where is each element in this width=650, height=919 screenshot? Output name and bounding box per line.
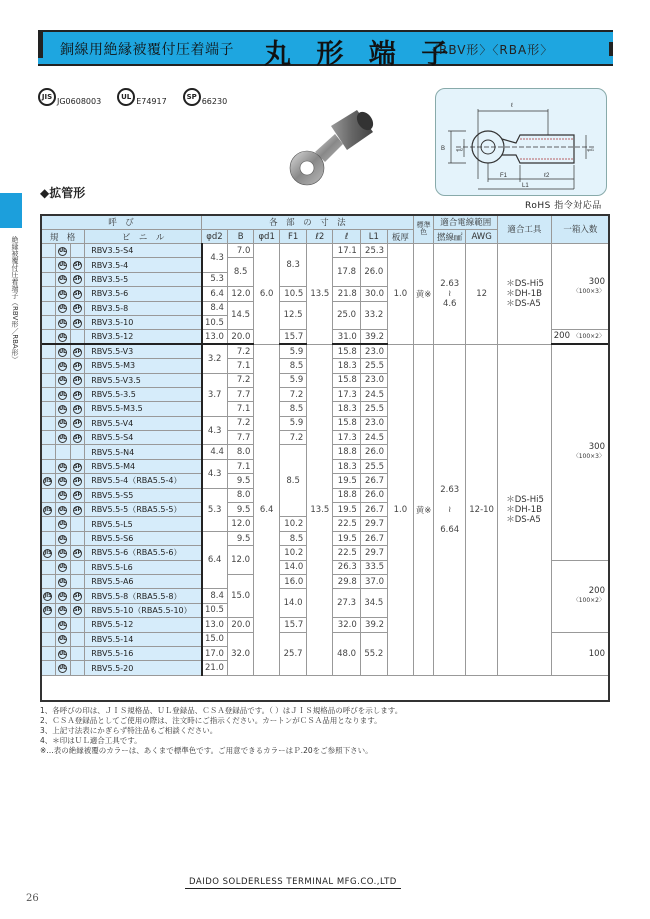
table-row: UL SP RBV5.5-V3.5 3.7 7.2 5.9 15.8 23.0 [41,373,610,387]
csa-icon: SP [73,362,82,369]
tools-cell: ＊DS-Hi5 ＊DH-1B ＊DS-A5 [498,244,551,345]
qty-cell: 100 [551,632,609,675]
table-row: UL RBV3.5-S4 4.3 7.0 6.0 8.3 13.5 17.1 25.3 1.0 黄※ 2.63 ≀ 4.6 12 ＊DS-Hi5 ＊DH-1B ＊DS-A5 300 〈100×3〉 [41,244,610,258]
table-row: UL SP RBV3.5-4 8.5 17.8 26.0 [41,258,610,272]
ul-icon: UL [59,621,67,628]
col-l2: ℓ2 [307,230,333,244]
ul-icon: UL [59,247,67,254]
tools-cell: ＊DS-Hi5 ＊DH-1B ＊DS-A5 [498,344,551,675]
table-row: UL SP RBV3.5-8 8.4 14.5 12.5 25.0 33.2 [41,301,610,315]
table-row: UL RBV5.5-16 17.0 [41,646,610,660]
ul-icon: UL [59,319,67,326]
csa-icon: SP [73,391,82,398]
table-row: JIS UL SP RBV5.5-8（RBA5.5-8） 8.4 14.0 27.3 34.5 [41,589,610,603]
table-row: UL RBV5.5-A6 15.0 16.0 29.8 37.0 [41,574,610,588]
dim-label: F1 [500,173,508,179]
table-row: UL RBV3.5-12 13.0 20.0 15.7 31.0 39.2 200 〈100×2〉 [41,330,610,344]
col-kikaku: 規 格 [41,230,85,244]
table-row: RBV5.5-N4 4.4 8.0 8.5 18.8 26.0 [41,445,610,459]
cert-number: JG0608003 [57,97,102,106]
csa-icon: SP [73,290,82,297]
company-brand: DAIDO SOLDERLESS TERMINAL MFG.CO.,LTD [185,877,401,889]
col-tool: 適合工具 [498,215,551,244]
ul-icon: UL [59,420,67,427]
ul-icon: UL [59,535,67,542]
ring-terminal-photo [285,110,375,190]
ul-icon: UL [59,348,67,355]
csa-icon: SP [73,348,82,355]
notes [40,706,402,756]
ul-icon: UL [59,521,67,528]
ul-icon: UL [59,578,67,585]
csa-icon: SP [183,88,201,106]
csa-icon: SP [73,607,82,614]
col-f1: F1 [279,230,306,244]
ul-icon: UL [59,650,67,657]
col-color: 標準色 [413,215,434,244]
certifications [38,84,227,106]
table-row: UL RBV5.5-12 13.0 20.0 15.7 32.0 39.2 [41,618,610,632]
jis-icon: JIS [44,477,52,484]
ul-icon: UL [59,405,67,412]
dim-label: L1 [522,183,529,189]
dim-label: ℓ2 [544,173,550,179]
table-row: UL SP RBV5.5-V3 3.2 7.2 6.4 5.9 13.5 15.8 23.0 1.0 黄※ 2.63 ≀ 6.64 12-10 ＊DS-Hi5 ＊DH-1B ＊DS-A5 300 〈100×3〉 [41,344,610,358]
cert-number: 66230 [201,97,228,106]
ul-icon: UL [59,636,67,643]
csa-icon: SP [73,377,82,384]
ul-icon: UL [59,593,67,600]
table-row: UL RBV5.5-L5 12.0 10.2 22.5 29.7 [41,517,610,531]
section-title: ◆拡管形 [40,186,86,200]
csa-icon: SP [73,593,82,600]
csa-icon: SP [73,506,82,513]
ul-icon: UL [59,391,67,398]
ul-icon: UL [59,477,67,484]
csa-icon: SP [73,420,82,427]
ul-icon: UL [59,434,67,441]
table-row: UL SP RBV5.5-S5 5.3 8.0 18.8 26.0 [41,488,610,502]
dimension-diagram [435,88,607,196]
table-row: UL SP RBV3.5-10 10.5 [41,315,610,329]
table-row: UL SP RBV5.5-S4 7.7 7.2 17.3 24.5 [41,431,610,445]
table-row: UL SP RBV5.5-M4 4.3 7.1 18.3 25.5 [41,459,610,473]
ul-icon: UL [59,362,67,369]
jis-icon: JIS [44,593,52,600]
table-row: UL SP RBV5.5-V4 4.3 7.2 5.9 15.8 23.0 [41,416,610,430]
table-row: UL SP RBV3.5-6 6.4 12.0 10.5 21.8 30.0 [41,287,610,301]
ul-icon: UL [59,333,67,340]
col-awg: AWG [466,230,498,244]
cert-csa [183,88,227,106]
csa-icon: SP [73,549,82,556]
ul-icon: UL [59,506,67,513]
table-row: UL SP RBV3.5-5 5.3 [41,272,610,286]
table-row: JIS UL SP RBV5.5-4（RBA5.5-4） 9.5 19.5 26.7 [41,474,610,488]
note: ※…表の絶縁被覆のカラーは、あくまで標準色です。ご用意できるカラーはＰ.20をご参照下さい。 [40,746,373,755]
note: 2、ＣＳＡ登録品としてご使用の際は、注文時にご指示ください。カートンがＣＳＡ品用となります。 [40,716,382,725]
csa-icon: SP [73,463,82,470]
group-rbv35 [41,244,610,345]
csa-icon: SP [73,305,82,312]
csa-icon: SP [73,492,82,499]
csa-icon: SP [73,276,82,283]
col-l1: L1 [360,230,387,244]
note: 3、上記寸法表にかぎらず特注品もご相談ください。 [40,726,218,735]
cert-jis [38,88,101,106]
ring-terminal-drawing [436,89,608,197]
dim-label: B [441,146,446,152]
wire-range-cell: 2.63 ≀ 6.64 [434,344,466,675]
wire-range-cell: 2.63 ≀ 4.6 [434,244,466,345]
ul-icon: UL [59,607,67,614]
ul-icon: UL [59,305,67,312]
col-yobi: 呼 び [41,215,202,230]
csa-icon: SP [73,262,82,269]
col-qty: 一箱入数 [551,215,609,244]
table-row: JIS UL SP RBV5.5-5（RBA5.5-5） 9.5 19.5 26.7 [41,503,610,517]
col-vinyl: ビ ニ ル [85,230,202,244]
ul-icon: UL [59,290,67,297]
qty-cell: 200 〈100×2〉 [551,330,609,344]
subtitle: 銅線用絶縁被覆付圧着端子 [60,42,234,58]
table-row: JIS UL SP RBV5.5-10（RBA5.5-10） 10.5 [41,603,610,617]
ul-icon: UL [59,549,67,556]
table-row: UL RBV5.5-14 15.0 32.0 25.7 48.0 55.2 100 [41,632,610,646]
group-rbv55 [41,344,610,675]
page-number: 26 [26,893,39,904]
table-row: UL SP RBV5.5-3.5 7.7 7.2 17.3 24.5 [41,387,610,401]
note: 4、＊印はＵＬ適合工具です。 [40,736,142,745]
type-codes: 〈RBV形〉〈RBA形〉 [426,43,554,57]
col-d1: φd1 [254,230,280,244]
part-name: RBV3.5-S4 [85,244,202,258]
dim-label: φd2 [456,147,464,152]
ul-icon: UL [59,262,67,269]
col-wire-range: 適合電線範囲 [434,215,498,230]
jis-icon: JIS [44,549,52,556]
side-tab [0,193,22,228]
qty-cell: 200 〈100×2〉 [551,560,609,632]
table-row: JIS UL SP RBV5.5-6（RBA5.5-6） 12.0 10.2 22.5 29.7 [41,546,610,560]
note: 1、各呼びの印は、ＪＩＳ規格品、ＵＬ登録品、ＣＳＡ登録品です。（ ）はＪＩＳ規格品の呼びを示します。 [40,706,403,715]
jis-icon: JIS [38,88,56,106]
ul-icon: UL [117,88,135,106]
ul-icon: UL [59,564,67,571]
ul-icon: UL [59,276,67,283]
table-row: UL SP RBV5.5-M3 7.1 8.5 18.3 25.5 [41,359,610,373]
ul-icon: UL [59,492,67,499]
side-label: 絶縁被覆付圧着端子（RBV形／RBA形） [11,236,19,363]
ul-icon: UL [59,665,67,672]
csa-icon: SP [73,477,82,484]
col-l: ℓ [333,230,360,244]
table-row: UL RBV5.5-L6 14.0 26.3 33.5 200 〈100×2〉 [41,560,610,574]
col-d2: φd2 [202,230,228,244]
col-thickness: 板厚 [387,230,413,244]
dim-label: ℓ [511,103,513,109]
table-row: UL RBV5.5-S6 6.4 9.5 8.5 19.5 26.7 [41,531,610,545]
col-b: B [227,230,253,244]
ul-icon: UL [59,377,67,384]
table-row: UL SP RBV5.5-M3.5 7.1 8.5 18.3 25.5 [41,402,610,416]
csa-icon: SP [73,405,82,412]
qty-cell: 300 〈100×3〉 [551,244,609,330]
header-row-1 [41,215,610,230]
col-dims: 各 部 の 寸 法 [202,215,414,230]
jis-icon: JIS [44,607,52,614]
col-twisted: 撚線㎟ [434,230,466,244]
table-row: UL RBV5.5-20 21.0 [41,661,610,675]
rohs-label: RoHS 指令対応品 [525,201,602,211]
spec-table [40,214,610,676]
dim-label: φd1 [587,147,595,152]
csa-icon: SP [73,319,82,326]
cert-ul [117,88,167,106]
qty-cell: 300 〈100×3〉 [551,344,609,560]
ul-icon: UL [59,463,67,470]
jis-icon: JIS [44,506,52,513]
csa-icon: SP [73,434,82,441]
page-title: 丸 形 端 子 [264,39,457,70]
title-banner [38,30,613,70]
cert-number: E74917 [136,97,167,106]
